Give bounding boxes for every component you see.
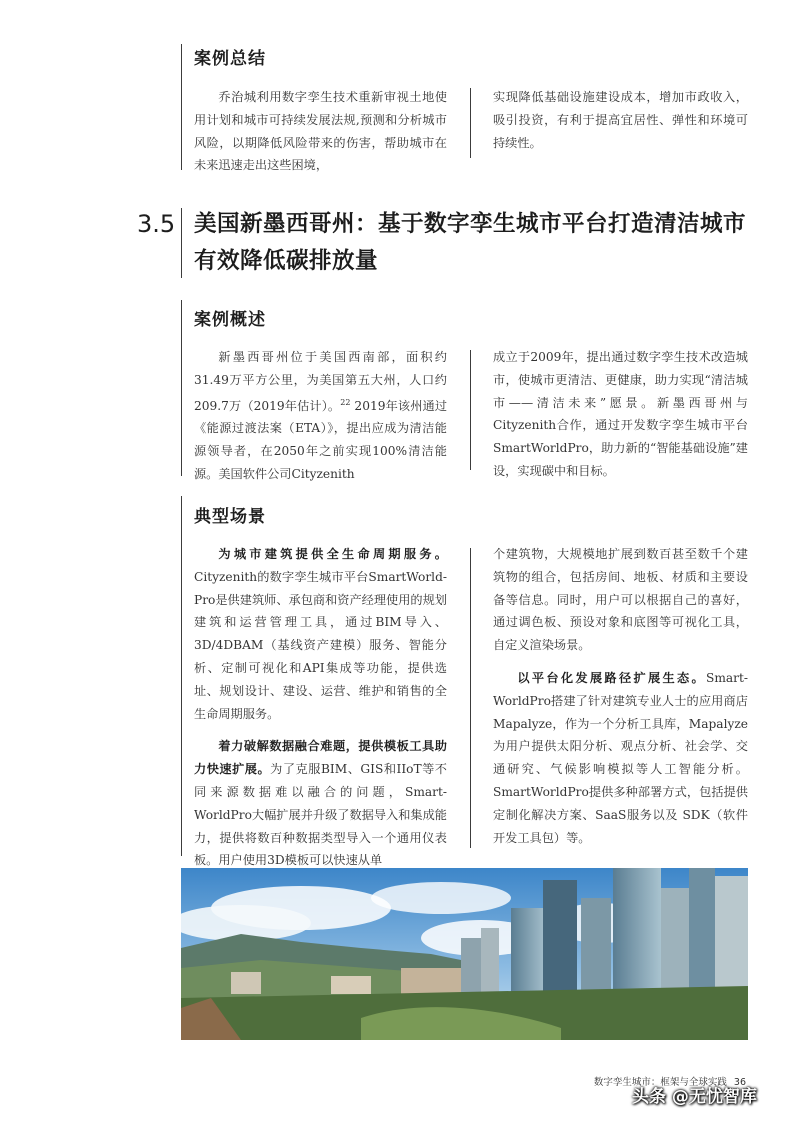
scenario-paragraph-2 [194,735,447,872]
scenarios-heading: 典型场景 [194,507,266,527]
scenarios-right-column [493,543,748,849]
scenario-paragraph-1 [194,543,447,725]
overview-heading: 案例概述 [194,310,266,330]
scenario-3-text: Smart-WorldPro搭建了针对建筑专业人士的应用商店Mapalyze，作为一个分析工具库，Mapalyze为用户提供太阳分析、观点分析、社会学、交通研究、气候影响模拟等人工智能分析。SmartWorldPro提供多种部署方式，包括提供定制化解决方案、SaaS服务以及 SDK（软件开发工具包）等。 [493,670,748,845]
scenario-1-lead: 为城市建筑提供全生命周期服务。 [218,547,447,561]
scenario-3-lead: 以平台化发展路径扩展生态。 [517,670,706,685]
summary-left-column [194,86,447,177]
scenario-right-paragraph-1: 个建筑物，大规模地扩展到数百甚至数千个建筑物的组合，包括房间、地板、材质和主要设备等信息。同时，用户可以根据自己的喜好，通过调色板、预设对象和底图等可视化工具，自定义渲染场景。 [493,547,748,653]
summary-rule [181,44,182,170]
scenarios-left-column [194,543,447,872]
overview-rule [181,300,182,476]
overview-right-column [493,346,748,483]
city-skyline-illustration [181,868,748,1040]
overview-column-divider [470,350,471,470]
footnote-marker: 22 [340,397,351,407]
scenario-2-lead: 着力破解数据融合难题，提供模板工具助力快速扩展。 [194,739,447,777]
city-skyline-photo [181,868,748,1040]
page-number: 36 [733,1077,746,1088]
section-rule [181,208,182,278]
footer-title: 数字孪生城市：框架与全球实践 [593,1077,727,1088]
summary-left-text: 乔治城利用数字孪生技术重新审视土地使用计划和城市可持续发展法规,预测和分析城市风险，以期降低风险带来的伤害，帮助城市在未来迅速走出这些困境， [194,90,447,173]
watermark-text: 头条 @无忧智库 [632,1087,757,1107]
summary-right-text: 实现降低基础设施建设成本，增加市政收入，吸引投资，有利于提高宜居性、弹性和环境可持续性。 [493,90,748,150]
summary-right-column [493,86,748,154]
summary-column-divider [470,88,471,158]
overview-left-text-b: 2019年该州通过《能源过渡法案（ETA）》，提出应成为清洁能源领导者，在2050年之前实现100%清洁能源。美国软件公司Cityzenith [194,398,448,482]
section-title: 美国新墨西哥州：基于数字孪生城市平台打造清洁城市有效降低碳排放量 [194,211,747,274]
overview-left-text-a: 新墨西哥州位于美国西南部，面积约31.49万平方公里，为美国第五大州，人口约209.7万（2019年估计）。 [194,350,447,413]
summary-heading: 案例总结 [194,49,266,69]
scenario-1-text: Cityzenith的数字孪生城市平台SmartWorld-Pro是供建筑师、承包商和资产经理使用的规划建筑和运营管理工具，通过BIM导入、3D/4DBAM（基线资产建模）服务、智能分析、定制可视化和API集成等功能，提供选址、规划设计、建设、运营、维护和销售的全生命周期服务。 [194,569,447,721]
scenario-2-text: 为了克服BIM、GIS和IIoT等不同来源数据难以融合的问题，Smart-WorldPro大幅扩展并升级了数据导入和集成能力，提供将数百种数据类型导入一个通用仪表板。用户使用3D模板可以快速从单 [194,762,447,868]
scenarios-column-divider [470,548,471,848]
section-number: 3.5 [137,210,176,238]
overview-left-column [194,346,447,486]
scenario-right-paragraph-2 [493,667,748,849]
overview-right-text: 成立于2009年，提出通过数字孪生技术改造城市，使城市更清洁、更健康，助力实现“清洁城市——清洁未来”愿景。新墨西哥州与Cityzenith合作，通过开发数字孪生城市平台SmartWorldPro，助力新的“智能基础设施”建设，实现碳中和目标。 [493,350,748,478]
scenarios-rule [181,496,182,856]
overview-left-text [194,346,447,486]
